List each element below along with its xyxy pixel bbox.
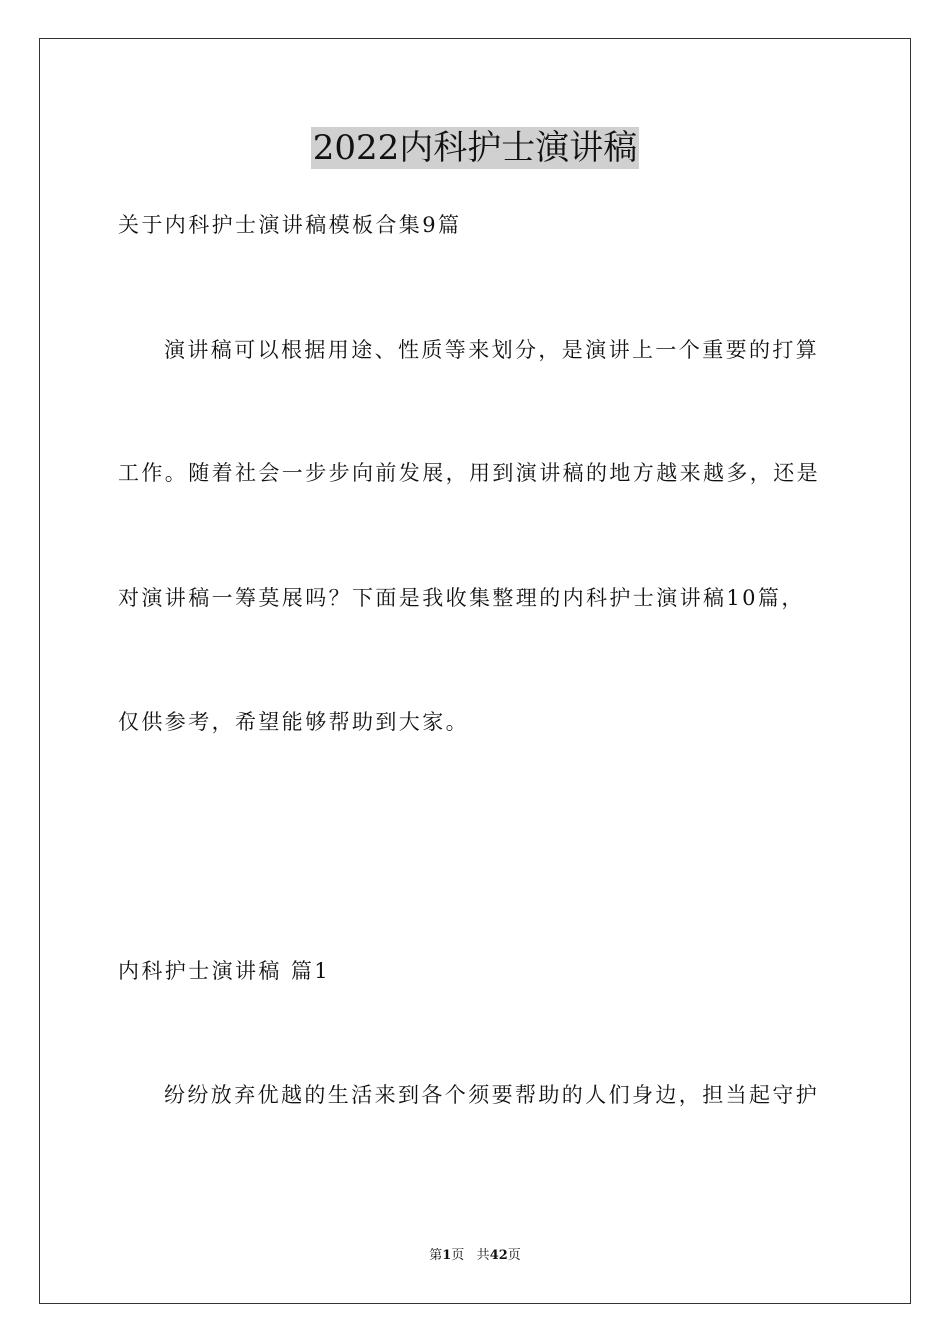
intro-line-4: 仅供参考，希望能够帮助到大家。 — [118, 710, 469, 734]
footer-page-number: 1 — [442, 1248, 452, 1263]
footer-page-suffix: 页 — [451, 1248, 465, 1263]
footer-page-prefix: 第 — [429, 1248, 443, 1263]
footer-total-pages: 42 — [489, 1248, 508, 1263]
page-footer — [0, 1248, 950, 1264]
document-subtitle: 关于内科护士演讲稿模板合集9篇 — [118, 213, 462, 237]
footer-total-suffix: 页 — [507, 1248, 521, 1263]
document-title: 2022内科护士演讲稿 — [312, 128, 638, 168]
intro-line-1: 演讲稿可以根据用途、性质等来划分，是演讲上一个重要的打算 — [164, 338, 820, 362]
title-container — [0, 127, 950, 169]
section-heading: 内科护士演讲稿 篇1 — [118, 959, 331, 983]
section-line-1: 纷纷放弃优越的生活来到各个须要帮助的人们身边，担当起守护 — [164, 1083, 820, 1107]
intro-line-2: 工作。随着社会一步步向前发展，用到演讲稿的地方越来越多，还是 — [118, 461, 820, 485]
intro-line-3: 对演讲稿一筹莫展吗？下面是我收集整理的内科护士演讲稿10篇， — [118, 586, 805, 610]
footer-total-prefix: 共 — [476, 1248, 490, 1263]
